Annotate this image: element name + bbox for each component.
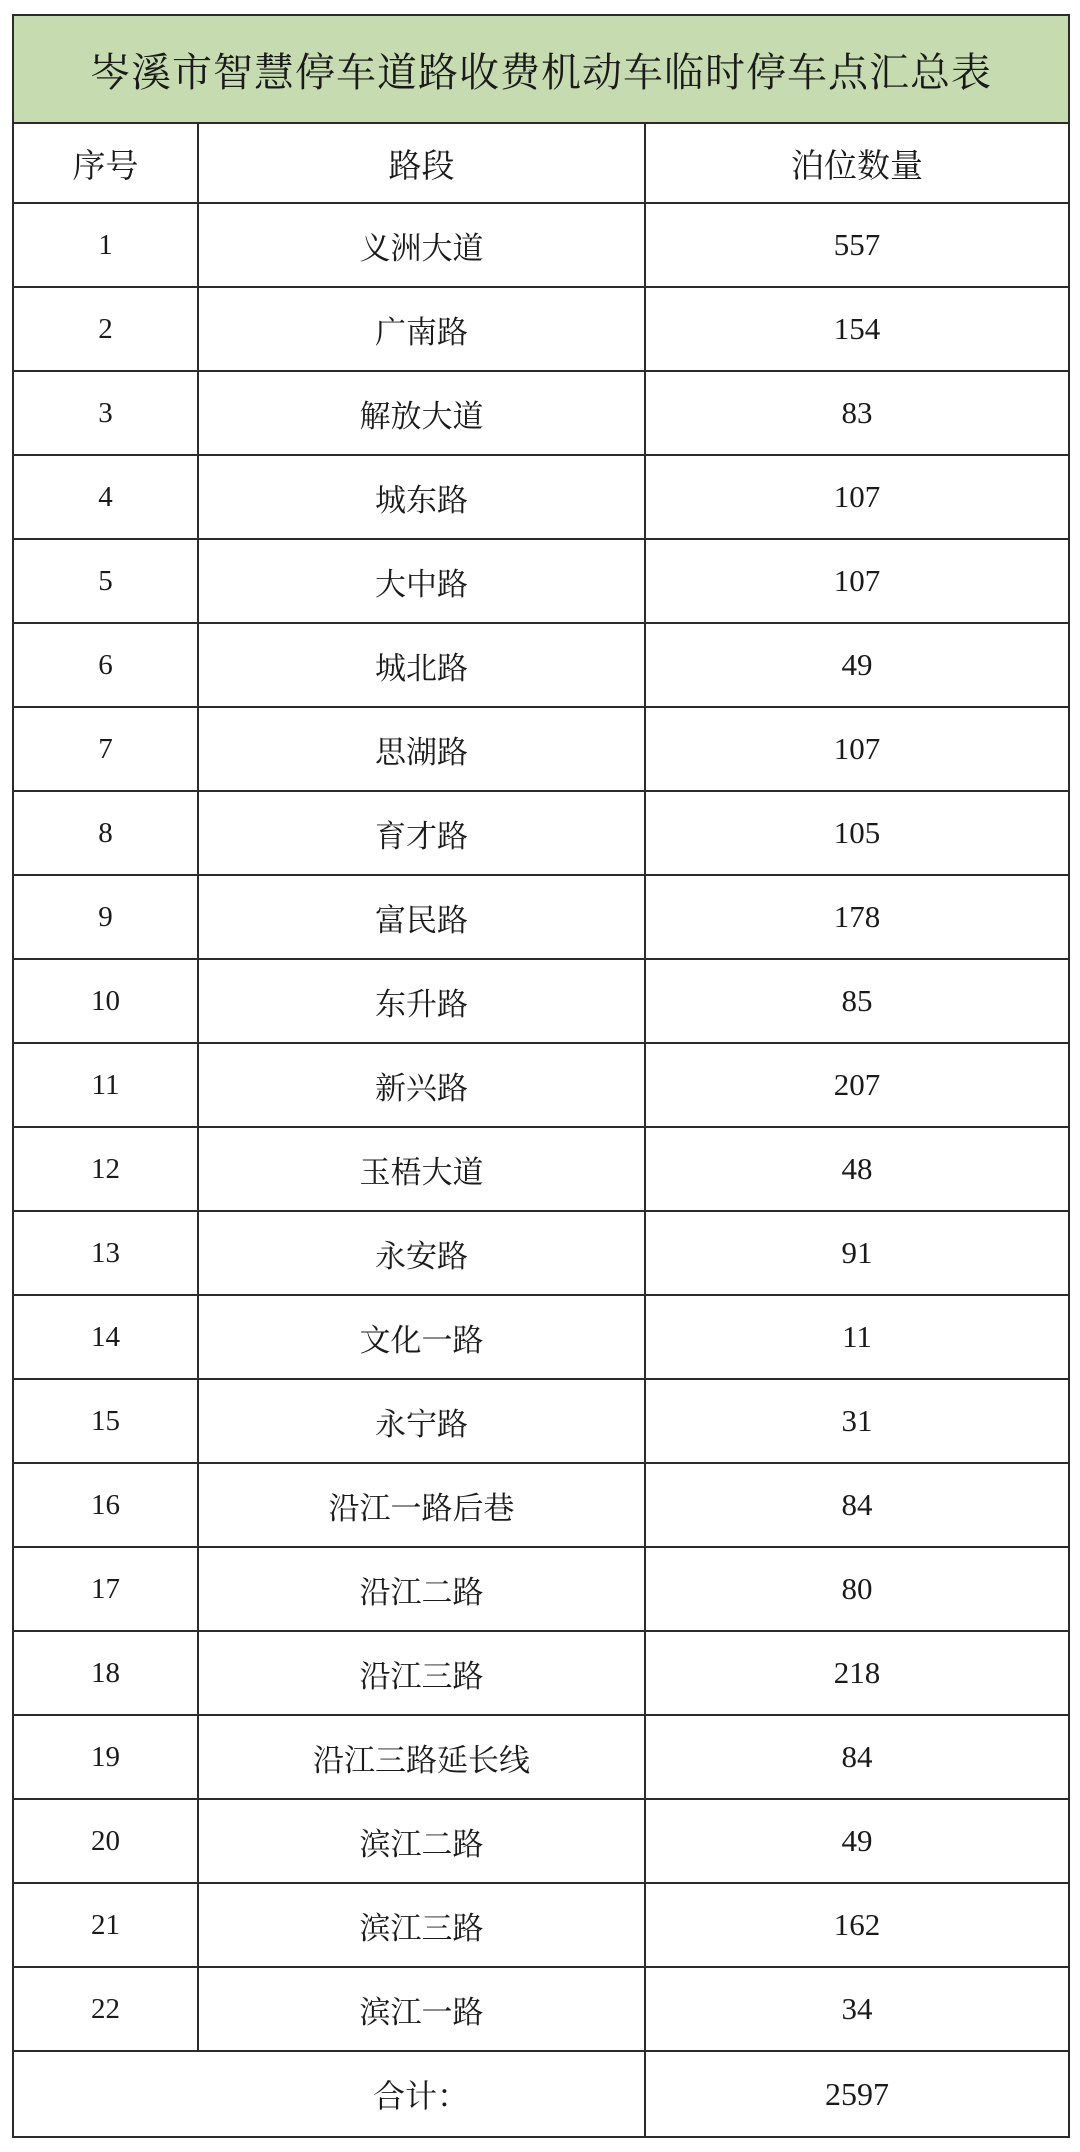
row-slots: 154 [645, 287, 1069, 371]
table-row [13, 287, 1069, 371]
total-label: 合计： [198, 2051, 645, 2137]
row-road: 大中路 [198, 539, 645, 623]
table-row [13, 1967, 1069, 2051]
total-row [13, 2051, 1069, 2137]
row-slots: 107 [645, 455, 1069, 539]
table-row [13, 1715, 1069, 1799]
table-row [13, 203, 1069, 287]
table-row [13, 707, 1069, 791]
row-slots: 178 [645, 875, 1069, 959]
row-slots: 107 [645, 539, 1069, 623]
row-slots: 557 [645, 203, 1069, 287]
row-road: 东升路 [198, 959, 645, 1043]
table-row [13, 1379, 1069, 1463]
row-slots: 105 [645, 791, 1069, 875]
row-slots: 85 [645, 959, 1069, 1043]
title-row [13, 15, 1069, 123]
table-row [13, 1127, 1069, 1211]
table-row [13, 371, 1069, 455]
row-slots: 84 [645, 1715, 1069, 1799]
row-road: 思湖路 [198, 707, 645, 791]
table-body [13, 15, 1069, 2137]
column-header-index: 序号 [13, 123, 198, 203]
row-slots: 34 [645, 1967, 1069, 2051]
row-road: 滨江一路 [198, 1967, 645, 2051]
row-slots: 218 [645, 1631, 1069, 1715]
total-value: 2597 [645, 2051, 1069, 2137]
row-slots: 49 [645, 623, 1069, 707]
row-road: 永宁路 [198, 1379, 645, 1463]
row-index: 15 [13, 1379, 198, 1463]
row-index: 19 [13, 1715, 198, 1799]
column-header-road: 路段 [198, 123, 645, 203]
row-road: 永安路 [198, 1211, 645, 1295]
table-row [13, 959, 1069, 1043]
row-slots: 11 [645, 1295, 1069, 1379]
table-row [13, 791, 1069, 875]
row-road: 育才路 [198, 791, 645, 875]
row-index: 13 [13, 1211, 198, 1295]
table-row [13, 455, 1069, 539]
row-index: 14 [13, 1295, 198, 1379]
table-row [13, 1043, 1069, 1127]
row-road: 玉梧大道 [198, 1127, 645, 1211]
row-index: 1 [13, 203, 198, 287]
row-road: 沿江一路后巷 [198, 1463, 645, 1547]
row-index: 5 [13, 539, 198, 623]
row-slots: 207 [645, 1043, 1069, 1127]
row-index: 22 [13, 1967, 198, 2051]
header-row [13, 123, 1069, 203]
parking-summary-table [12, 14, 1070, 2138]
row-slots: 48 [645, 1127, 1069, 1211]
row-slots: 91 [645, 1211, 1069, 1295]
row-road: 新兴路 [198, 1043, 645, 1127]
column-header-slots: 泊位数量 [645, 123, 1069, 203]
row-road: 文化一路 [198, 1295, 645, 1379]
row-index: 18 [13, 1631, 198, 1715]
row-index: 17 [13, 1547, 198, 1631]
row-road: 沿江三路延长线 [198, 1715, 645, 1799]
table-row [13, 1631, 1069, 1715]
row-index: 4 [13, 455, 198, 539]
table-row [13, 1547, 1069, 1631]
table-row [13, 539, 1069, 623]
row-road: 义洲大道 [198, 203, 645, 287]
table-row [13, 1883, 1069, 1967]
table-row [13, 1211, 1069, 1295]
row-road: 城北路 [198, 623, 645, 707]
row-index: 11 [13, 1043, 198, 1127]
row-index: 7 [13, 707, 198, 791]
row-slots: 83 [645, 371, 1069, 455]
row-index: 12 [13, 1127, 198, 1211]
table-row [13, 1295, 1069, 1379]
row-road: 沿江二路 [198, 1547, 645, 1631]
table-row [13, 623, 1069, 707]
row-road: 城东路 [198, 455, 645, 539]
table-row [13, 875, 1069, 959]
row-slots: 84 [645, 1463, 1069, 1547]
row-road: 富民路 [198, 875, 645, 959]
table-row [13, 1799, 1069, 1883]
total-spacer [13, 2051, 198, 2137]
row-index: 9 [13, 875, 198, 959]
row-road: 解放大道 [198, 371, 645, 455]
row-slots: 80 [645, 1547, 1069, 1631]
row-index: 8 [13, 791, 198, 875]
row-road: 沿江三路 [198, 1631, 645, 1715]
table-row [13, 1463, 1069, 1547]
row-index: 2 [13, 287, 198, 371]
row-slots: 162 [645, 1883, 1069, 1967]
row-slots: 107 [645, 707, 1069, 791]
row-index: 10 [13, 959, 198, 1043]
row-index: 21 [13, 1883, 198, 1967]
row-road: 滨江二路 [198, 1799, 645, 1883]
row-index: 16 [13, 1463, 198, 1547]
row-road: 广南路 [198, 287, 645, 371]
row-index: 20 [13, 1799, 198, 1883]
row-road: 滨江三路 [198, 1883, 645, 1967]
row-index: 3 [13, 371, 198, 455]
table-title: 岑溪市智慧停车道路收费机动车临时停车点汇总表 [13, 15, 1069, 123]
row-slots: 49 [645, 1799, 1069, 1883]
row-slots: 31 [645, 1379, 1069, 1463]
row-index: 6 [13, 623, 198, 707]
